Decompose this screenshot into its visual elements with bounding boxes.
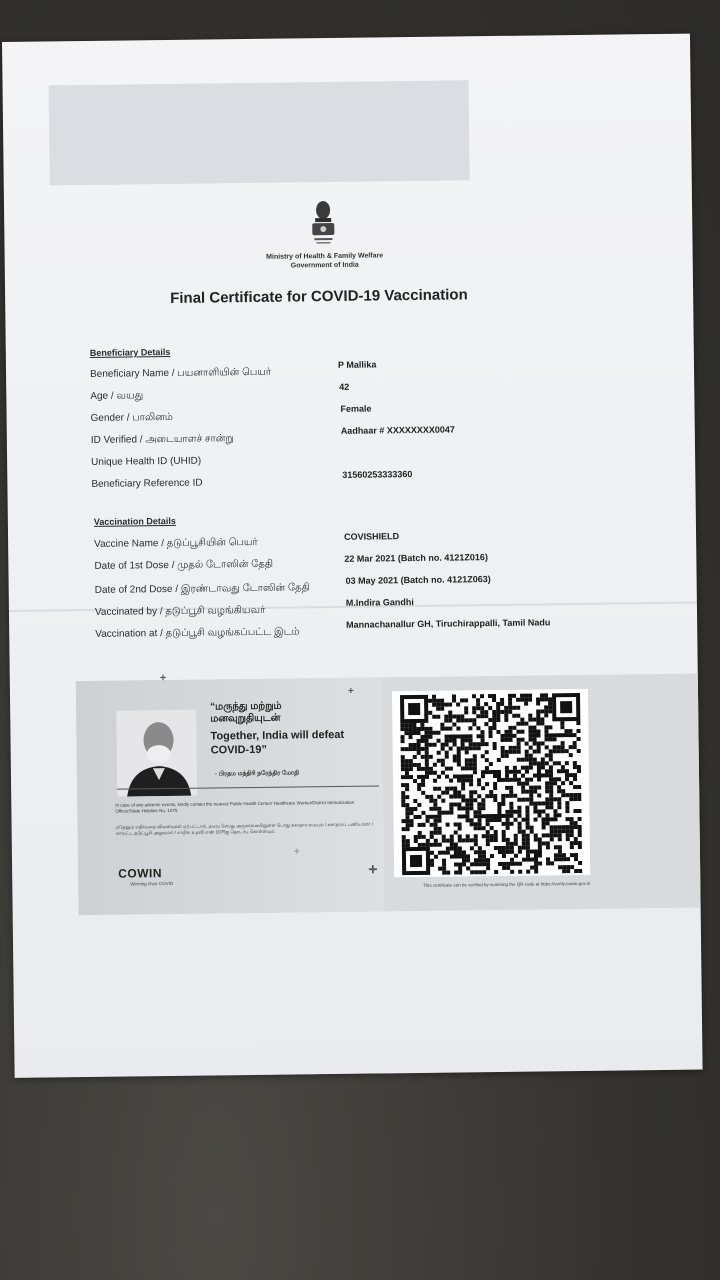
- first-dose-value: 22 Mar 2021 (Batch no. 4121Z016): [344, 552, 488, 564]
- vaccinated-by-label: Vaccinated by / தடுப்பூசி வழங்கியவர்: [94, 604, 266, 618]
- vaccine-name-label: Vaccine Name / தடுப்பூசியின் பெயர்: [94, 536, 258, 550]
- beneficiary-name-value: P Mallika: [337, 359, 377, 370]
- beneficiary-name-label: Beneficiary Name / பயனாளியின் பெயர்: [90, 366, 272, 380]
- plus-icon: +: [347, 685, 354, 697]
- first-dose-label: Date of 1st Dose / முதல் டோஸின் தேதி: [94, 558, 274, 572]
- quote-english: Together, India will defeat COVID-19”: [210, 728, 345, 757]
- uhid-label: Unique Health ID (UHID): [91, 455, 202, 468]
- beneficiary-section-title: Beneficiary Details: [89, 346, 171, 358]
- pm-quote-banner: [76, 674, 701, 916]
- id-verified-label: ID Verified / அடையாளச் சான்று: [90, 433, 234, 446]
- gender-value: Female: [340, 403, 372, 414]
- ministry-heading: [245, 251, 405, 271]
- reference-id-value: 31560253333360: [342, 469, 413, 480]
- gender-label: Gender / பாலினம்: [90, 411, 173, 424]
- vaccination-section-title: Vaccination Details: [93, 515, 176, 527]
- age-value: 42: [339, 381, 350, 392]
- quote-attribution: - பிரதம மந்திரி நரேந்திர மோதி: [214, 770, 300, 778]
- qr-verify-note: This certificate can be verified by scanning the QR code at https://verify.cowin.gov.in: [423, 880, 591, 888]
- adverse-events-note-tamil: ஏதேனும் எதிர்மறை விளைவுகள் ஏற்பட்டால், தயவு செய்து அருகாமையிலுள்ள பொது சுகாதார மையம் / சுகாதாரப் பணியாளர் / மாவட்ட தடுப்பூசி அலுவலர் / மாநில உதவி எண் 1075ஐ தொடர்பு கொள்ளவும்.: [115, 821, 373, 836]
- age-label: Age / வயது: [90, 390, 144, 402]
- second-dose-label: Date of 2nd Dose / இரண்டாவது டோஸின் தேதி: [94, 582, 310, 596]
- reference-id-label: Beneficiary Reference ID: [91, 477, 203, 490]
- plus-icon: +: [293, 846, 300, 858]
- vaccination-at-label: Vaccination at / தடுப்பூசி வழங்கப்பட்ட இடம்: [95, 626, 300, 640]
- certificate-title: Final Certificate for COVID-19 Vaccination: [170, 286, 468, 307]
- second-dose-value: 03 May 2021 (Batch no. 4121Z063): [345, 574, 491, 586]
- quote-tamil: [210, 701, 282, 726]
- ministry-line-2: Government of India: [290, 261, 359, 270]
- quote-tamil-line-2: மனவுறுதியுடன்: [210, 712, 281, 725]
- quote-tamil-line-1: “மருந்து மற்றும்: [210, 700, 282, 713]
- vaccination-at-value: Mannachanallur GH, Tiruchirappalli, Tamil Nadu: [346, 617, 551, 630]
- cowin-tagline: Winning Over COVID: [130, 880, 174, 887]
- national-emblem-icon: [306, 198, 341, 248]
- id-verified-value: Aadhaar # XXXXXXXX0047: [340, 424, 455, 436]
- pm-portrait-image: [116, 710, 197, 797]
- adverse-events-note-english: In case of any adverse events, kindly contact the nearest Public Health Center/ Healthcare Worker/District Immunization Officer/State Helpline No. 1075: [115, 799, 355, 814]
- ministry-line-1: Ministry of Health & Family Welfare: [266, 252, 384, 261]
- vaccine-name-value: COVISHIELD: [344, 531, 400, 542]
- vaccinated-by-value: M.Indira Gandhi: [345, 597, 414, 608]
- certificate-paper: [2, 34, 703, 1078]
- plus-icon: +: [159, 672, 167, 685]
- plus-icon: +: [368, 861, 378, 879]
- redacted-header-area: [49, 80, 470, 185]
- qr-code-icon: [392, 689, 590, 877]
- cowin-logo: COWIN: [118, 866, 163, 881]
